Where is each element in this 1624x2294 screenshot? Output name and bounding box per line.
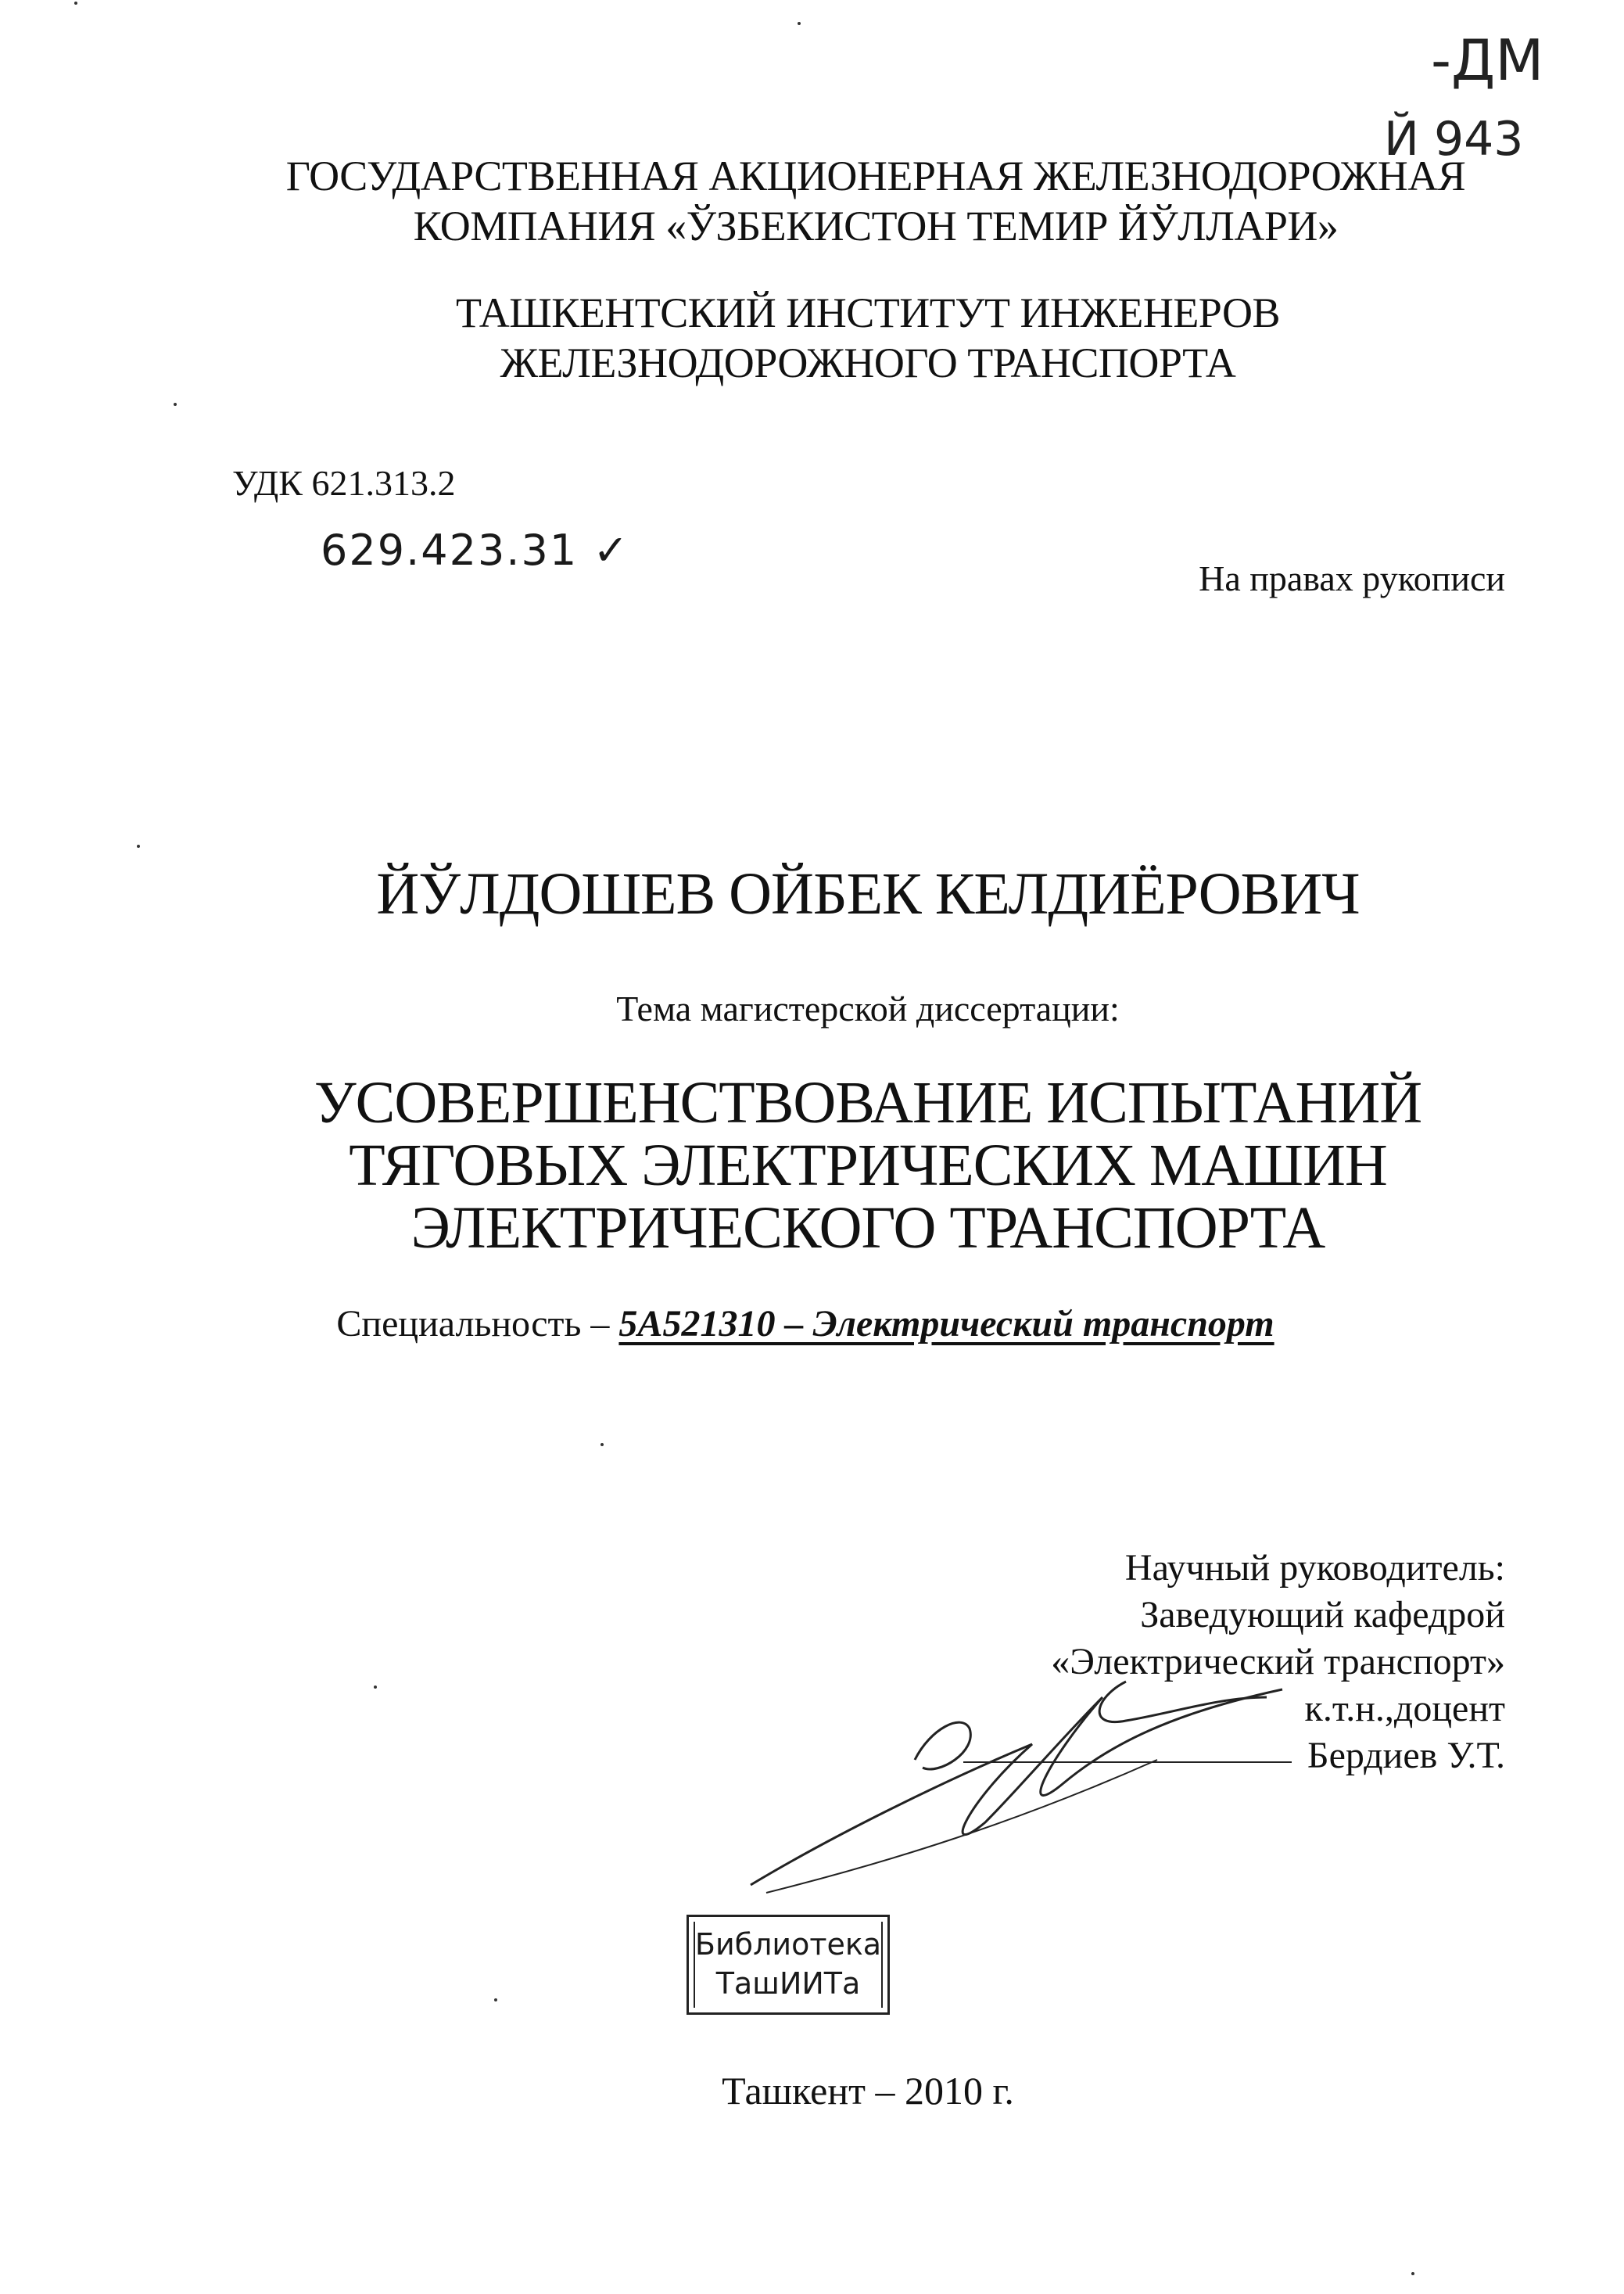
scan-speck (798, 22, 801, 25)
scan-speck (74, 2, 77, 5)
specialty (235, 1301, 1376, 1347)
udk-code: УДК 621.313.2 (232, 463, 456, 503)
org-line-2: КОМПАНИЯ «ЎЗБЕКИСТОН ТЕМИР ЙЎЛЛАРИ» (413, 203, 1339, 250)
author-name: ЙЎЛДОШЕВ ОЙБЕК КЕЛДИЁРОВИЧ (376, 861, 1360, 927)
stamp-line-1: Библиотека (694, 1927, 882, 1962)
specialty-label: Специальность – (336, 1303, 619, 1344)
thesis-title-line-2: ТЯГОВЫХ ЭЛЕКТРИЧЕСКИХ МАШИН (349, 1133, 1387, 1198)
supervisor-line-1: Научный руководитель: (1124, 1547, 1505, 1589)
thesis-title-line-3: ЭЛЕКТРИЧЕСКОГО ТРАНСПОРТА (410, 1195, 1325, 1261)
thesis-label: Тема магистерской диссертации: (616, 989, 1120, 1029)
supervisor-line-4: к.т.н.,доцент (1304, 1688, 1505, 1729)
stamp-line-2: ТашИИТа (715, 1966, 861, 2001)
corner-handwriting (1384, 16, 1572, 172)
institute-heading (235, 288, 1501, 388)
thesis-title (235, 1072, 1501, 1259)
institute-line-2: ЖЕЛЕЗНОДОРОЖНОГО ТРАНСПОРТА (500, 339, 1236, 386)
thesis-title-line-1: УСОВЕРШЕНСТВОВАНИЕ ИСПЫТАНИЙ (314, 1070, 1422, 1136)
scan-speck (1411, 2272, 1414, 2275)
scan-speck (600, 1443, 604, 1446)
scan-speck (174, 403, 177, 406)
supervisor-line-2: Заведующий кафедрой (1140, 1594, 1505, 1635)
city-year: Ташкент – 2010 г. (722, 2069, 1014, 2113)
supervisor-line-3: «Электрический транспорт» (1051, 1641, 1505, 1682)
corner-handwriting-line2: Й 943 (1384, 112, 1524, 167)
manuscript-rights-note: На правах рукописи (1199, 558, 1505, 598)
supervisor-line-5: Бердиев У.Т. (1307, 1735, 1505, 1776)
library-stamp (687, 1915, 890, 2015)
corner-handwriting-line1: -ДМ (1431, 27, 1544, 93)
org-line-1: ГОСУДАРСТВЕННАЯ АКЦИОНЕРНАЯ ЖЕЛЕЗНОДОРОЖНАЯ (285, 153, 1466, 199)
organization-heading (235, 151, 1517, 251)
scan-speck (137, 845, 140, 848)
institute-line-1: ТАШКЕНТСКИЙ ИНСТИТУТ ИНЖЕНЕРОВ (455, 289, 1281, 336)
udk-handwritten-code: 629.423.31 ✓ (321, 526, 630, 575)
scan-speck (374, 1685, 377, 1689)
specialty-value: 5А521310 – Электрический транспорт (618, 1303, 1274, 1344)
scan-speck (494, 1998, 497, 2001)
signature-icon (735, 1666, 1329, 1924)
